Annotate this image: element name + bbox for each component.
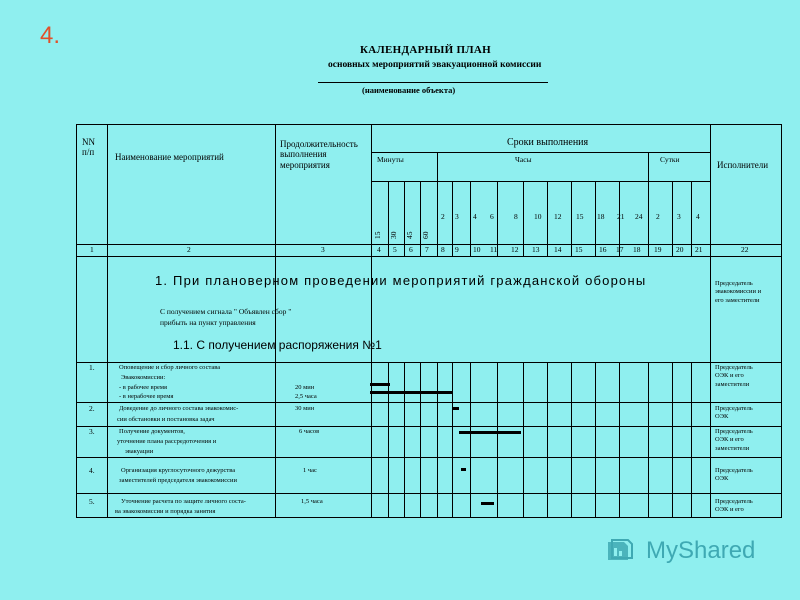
- col-number: 16: [599, 245, 607, 254]
- col-divider: [452, 181, 453, 256]
- row-5-name: ва эвакокомиссии и порядка занятия: [115, 508, 216, 515]
- row-divider: [77, 256, 781, 257]
- row-1-name: - в нерабочее время: [119, 393, 174, 400]
- hour-tick: 8: [514, 212, 518, 221]
- row-5-name: Уточнение расчета по защите личного соста-: [121, 498, 246, 505]
- col-divider: [595, 362, 596, 517]
- col-divider: [691, 362, 692, 517]
- row-3-duration: 6 часов: [299, 428, 320, 435]
- col-divider: [371, 125, 372, 517]
- col-divider: [420, 244, 421, 256]
- header-duration: Продолжительность выполнения мероприятия: [280, 139, 358, 170]
- col-number: 10: [473, 245, 481, 254]
- section-executor: Председатель эвакокомиссии и его заместители: [715, 280, 762, 304]
- row-1-duration: 2,5 часа: [295, 393, 317, 400]
- gantt-bar-row-2: [453, 407, 459, 410]
- header-nn: NN п/п: [82, 137, 95, 158]
- col-divider: [672, 362, 673, 517]
- row-4-name: Организация круглосуточного дежурства: [121, 467, 236, 474]
- col-divider: [404, 362, 405, 517]
- plan-title: КАЛЕНДАРНЫЙ ПЛАН: [360, 44, 491, 56]
- row-1-name: - в рабочее время: [119, 384, 167, 391]
- row-1-num: 1.: [89, 363, 95, 372]
- minute-tick: 60: [421, 231, 430, 239]
- col-divider: [648, 362, 649, 517]
- col-divider: [547, 181, 548, 256]
- col-divider: [547, 362, 548, 517]
- col-number: 18: [633, 245, 641, 254]
- col-number: 4: [377, 245, 381, 254]
- row-5-executor: Председатель ОЭК и его: [715, 498, 753, 514]
- calendar-plan-table: [76, 124, 782, 518]
- row-2-name: сии обстановки и постановка задач: [117, 416, 215, 423]
- hour-tick: 21: [617, 212, 625, 221]
- hour-tick: 10: [534, 212, 542, 221]
- hour-tick: 3: [455, 212, 459, 221]
- row-4-num: 4.: [89, 466, 95, 475]
- gantt-bar-row-5: [481, 502, 494, 505]
- col-divider: [571, 181, 572, 256]
- col-divider: [470, 181, 471, 256]
- col-number: 17: [616, 245, 624, 254]
- col-number: 19: [654, 245, 662, 254]
- gantt-bar-row-3: [459, 431, 521, 434]
- object-name-line: [318, 82, 548, 83]
- row-divider: [77, 362, 781, 363]
- col-number: 3: [321, 245, 325, 254]
- col-divider: [404, 244, 405, 256]
- object-caption: (наименование объекта): [362, 85, 456, 95]
- col-number: 1: [90, 245, 94, 254]
- col-number: 6: [409, 245, 413, 254]
- row-5-duration: 1,5 часа: [301, 498, 323, 505]
- col-divider: [497, 362, 498, 517]
- row-2-duration: 30 мин: [295, 405, 315, 412]
- col-number: 13: [532, 245, 540, 254]
- col-divider: [710, 125, 711, 517]
- col-divider: [470, 362, 471, 517]
- row-3-executor: Председатель ОЭК и его заместители: [715, 428, 753, 452]
- row-divider: [77, 402, 781, 403]
- col-divider: [107, 125, 108, 517]
- col-number: 14: [554, 245, 562, 254]
- hour-tick: 2: [441, 212, 445, 221]
- col-divider: [388, 244, 389, 256]
- col-divider: [672, 181, 673, 256]
- row-3-name: уточнение плана рассредоточения и: [117, 438, 217, 445]
- col-divider: [437, 362, 438, 517]
- minute-tick: 15: [373, 231, 382, 239]
- hour-tick: 18: [597, 212, 605, 221]
- row-4-executor: Председатель ОЭК: [715, 467, 753, 483]
- row-divider: [371, 152, 710, 153]
- header-deadlines: Сроки выполнения: [507, 137, 589, 148]
- myshared-watermark: MyShared: [646, 537, 756, 564]
- row-3-num: 3.: [89, 427, 95, 436]
- row-1-executor: Председатель ОЭК и его заместители: [715, 364, 753, 388]
- col-divider: [437, 244, 438, 256]
- minute-tick: 30: [389, 231, 398, 239]
- col-divider: [648, 152, 649, 244]
- col-divider: [571, 362, 572, 517]
- col-number: 5: [393, 245, 397, 254]
- col-number: 2: [187, 245, 191, 254]
- myshared-logo-icon: [606, 538, 640, 564]
- minute-tick: 45: [405, 231, 414, 239]
- header-executors: Исполнители: [717, 160, 769, 170]
- row-3-name: Получение документов,: [119, 428, 185, 435]
- hour-tick: 12: [554, 212, 562, 221]
- hour-tick: 6: [490, 212, 494, 221]
- col-number: 7: [425, 245, 429, 254]
- col-number: 9: [455, 245, 459, 254]
- col-divider: [452, 362, 453, 517]
- col-divider: [691, 181, 692, 256]
- row-4-name: заместителей председателя эвакокомиссии: [119, 477, 237, 484]
- col-number: 20: [676, 245, 684, 254]
- col-divider: [275, 125, 276, 517]
- subsection-title: 1.1. С получением распоряжения №1: [173, 338, 382, 352]
- col-divider: [648, 244, 649, 256]
- col-divider: [523, 181, 524, 256]
- gantt-bar-row-4: [461, 468, 466, 471]
- col-number: 21: [695, 245, 703, 254]
- col-number: 22: [741, 245, 749, 254]
- col-divider: [497, 181, 498, 256]
- row-divider: [77, 426, 781, 427]
- hour-tick: 4: [473, 212, 477, 221]
- col-divider: [595, 181, 596, 256]
- signal-line-1: С получением сигнала " Объявлен сбор ": [160, 307, 292, 316]
- gantt-bar-row-1b: [370, 391, 452, 394]
- hour-tick: 24: [635, 212, 643, 221]
- row-4-duration: 1 час: [303, 467, 317, 474]
- col-number: 11: [490, 245, 498, 254]
- col-number: 8: [441, 245, 445, 254]
- day-tick: 3: [677, 212, 681, 221]
- header-name: Наименование мероприятий: [115, 152, 224, 162]
- row-5-num: 5.: [89, 497, 95, 506]
- col-number: 15: [575, 245, 583, 254]
- col-divider: [437, 152, 438, 244]
- col-divider: [420, 362, 421, 517]
- row-1-name: Эвакокомиссии:: [121, 374, 166, 381]
- row-divider: [77, 493, 781, 494]
- header-minutes: Минуты: [377, 155, 404, 164]
- gantt-bar-row-1a: [370, 383, 390, 386]
- row-3-name: эвакуации: [125, 448, 154, 455]
- slide-number: 4.: [40, 22, 61, 49]
- signal-line-2: прибыть на пункт управления: [160, 318, 256, 327]
- row-1-name: Оповещение и сбор личного состава: [119, 364, 221, 371]
- header-hours: Часы: [515, 155, 532, 164]
- row-divider: [77, 457, 781, 458]
- day-tick: 2: [656, 212, 660, 221]
- day-tick: 4: [696, 212, 700, 221]
- header-days: Сутки: [660, 155, 680, 164]
- plan-subtitle: основных мероприятий эвакуационной комиссии: [328, 60, 542, 70]
- col-number: 12: [511, 245, 519, 254]
- col-divider: [619, 362, 620, 517]
- row-1-duration: 20 мин: [295, 384, 315, 391]
- row-2-num: 2.: [89, 404, 95, 413]
- row-divider: [371, 181, 710, 182]
- hour-tick: 15: [576, 212, 584, 221]
- row-2-name: Доведение до личного состава эвакокомис-: [119, 405, 239, 412]
- row-2-executor: Председатель ОЭК: [715, 405, 753, 421]
- col-divider: [523, 362, 524, 517]
- section-title: 1. При плановерном проведении мероприятий гражданской обороны: [155, 273, 647, 288]
